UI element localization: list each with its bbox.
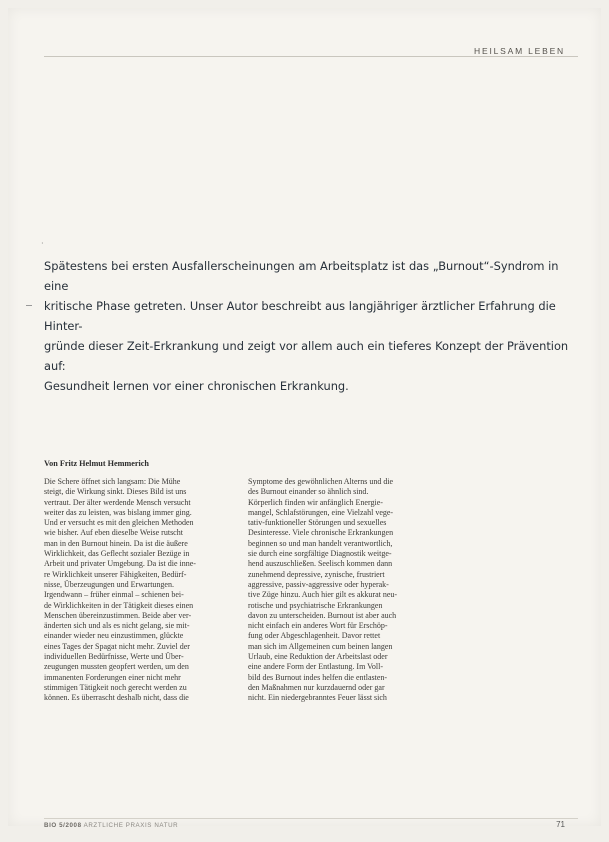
print-mark: · [41, 239, 44, 248]
issue-number: BIO 5/2008 [44, 822, 82, 829]
body-column-right: Symptome des gewöhnlichen Alterns und die des Burnout einander so ähnlich sind. Körperlich finden wir anfänglich Energie- mangel, Schlafstörungen, eine Vielzahl vege- tativ-funktioneller Störungen und sexuelles Desinteresse. Viele chronische Erkrankungen beginnen so und man handelt verantwortlich, sie durch eine sorgfältige Diagnostik weitge- hend auszuschließen. Seelisch kommen dann zunehmend depressive, zynische, frustriert aggressive, passiv-aggressive oder hyperak- tive Züge hinzu. Auch hier gilt es akkurat neu- rotische und psychiatrische Erkrankungen davon zu unterscheiden. Burnout ist aber auch nicht einfach ein anderes Wort für Erschöp- fung oder Abgeschlagenheit. Davor rettet man sich im Allgemeinen cum beinen langen Urlaub, eine Reduktion der Arbeitslast oder eine andere Form der Entlastung. Im Voll- bild des Burnout indes helfen die entlasten- den Maßnahmen nur kurzdauernd oder gar nicht. Ein niedergebranntes Feuer lässt sich [248, 477, 398, 703]
header-rule [44, 56, 578, 57]
author-byline: Von Fritz Helmut Hemmerich [44, 459, 149, 468]
footer-issue [44, 822, 178, 829]
body-column-left: Die Schere öffnet sich langsam: Die Mühe steigt, die Wirkung sinkt. Dieses Bild ist uns vertraut. Der älter werdende Mensch versucht weiter das zu leisten, was bislang immer ging. Und er versucht es mit den gleichen Methoden wie bisher. Auf eben dieselbe Weise rutscht man in den Burnout hinein. Da ist die äußere Wirklichkeit, das Geflecht sozialer Bezüge in Arbeit und privater Umgebung. Da ist die inne- re Wirklichkeit unserer Fähigkeiten, Bedürf- nisse, Überzeugungen und Erwartungen. Irgendwann – früher einmal – schienen bei- de Wirklichkeiten in der Tätigkeit dieses einen Menschen übereinzustimmen. Beide aber ver- änderten sich und als es nicht gelang, sie mit- einander wieder neu einzustimmen, glückte eines Tages der Spagat nicht mehr. Zuviel der individuellen Bedürfnisse, Werte und Über- zeugungen mussten geopfert werden, um den immanenten Forderungen einer nicht mehr stimmigen Tätigkeit noch gerecht werden zu können. Es überrascht deshalb nicht, dass die [44, 477, 196, 703]
lead-paragraph: Spätestens bei ersten Ausfallerscheinungen am Arbeitsplatz ist das „Burnout“-Syndrom in eine kritische Phase getreten. Unser Autor beschreibt aus langjähriger ärztlicher Erfahrung die Hinter- gründe dieser Zeit-Erkrankung und zeigt vor allem auch ein tieferes Konzept der Prävention auf: Gesundheit lernen vor einer chronischen Erkrankung. [44, 259, 569, 393]
page-number: 71 [556, 820, 565, 829]
footer-rule [44, 818, 578, 819]
section-label: HEILSAM LEBEN [474, 46, 565, 56]
magazine-page [8, 8, 601, 829]
publication-name: ARZTLICHE PRAXIS NATUR [83, 822, 179, 829]
margin-tick [26, 305, 32, 306]
